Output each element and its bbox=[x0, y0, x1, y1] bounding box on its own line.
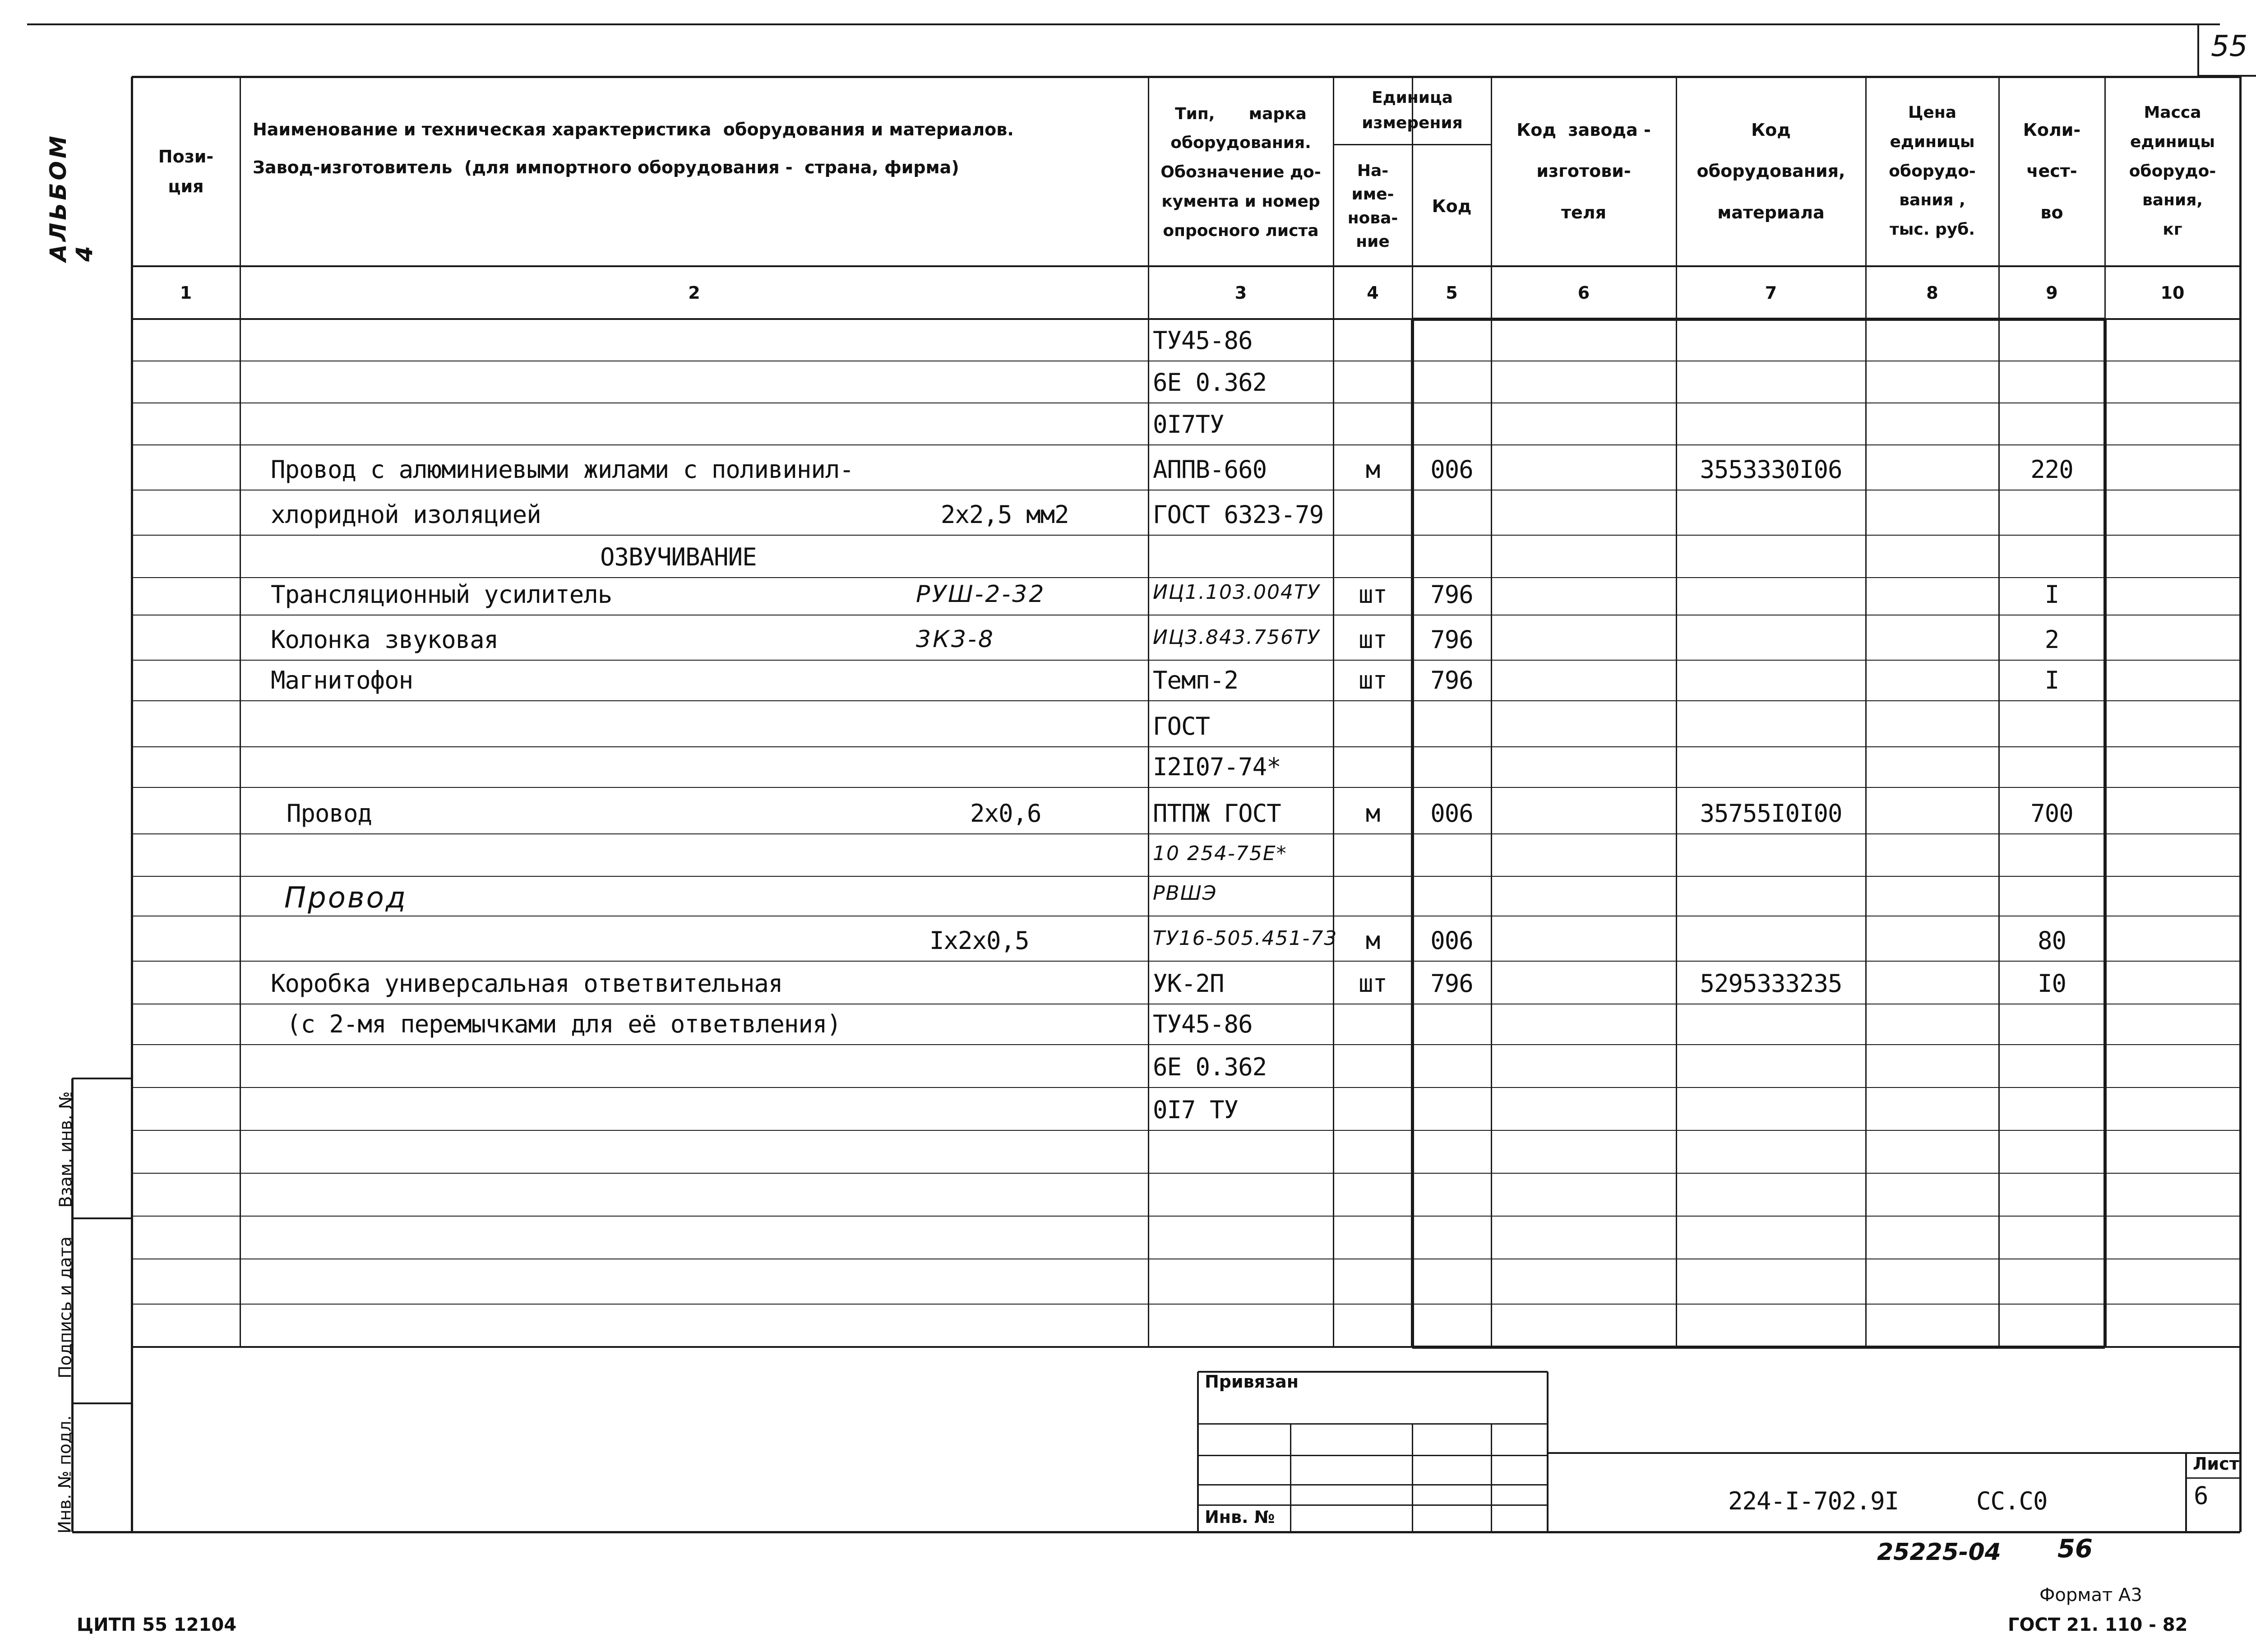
column-number: 3 bbox=[1234, 282, 1247, 303]
side-label-podpis: Подпись и дата bbox=[55, 1236, 75, 1379]
row-name: Магнитофон bbox=[271, 666, 413, 694]
row-qty: 80 bbox=[2037, 926, 2066, 955]
row-unit: м bbox=[1365, 799, 1380, 828]
header-mass: Масса единицы оборудо- вания, кг bbox=[2129, 103, 2216, 239]
row-type: ТУ45-86 bbox=[1153, 1010, 1253, 1038]
column-number: 1 bbox=[180, 282, 192, 303]
stamp-doc-code: 224-I-702.9I bbox=[1728, 1487, 1899, 1515]
row-name: ОЗВУЧИВАНИЕ bbox=[600, 543, 757, 571]
row-material: 5295333235 bbox=[1700, 969, 1842, 998]
side-label-vzam: Взам. инв. № bbox=[55, 1091, 76, 1208]
row-unit: шт bbox=[1358, 666, 1387, 694]
row-spec: РУШ-2-32 bbox=[916, 581, 1046, 608]
column-number: 4 bbox=[1367, 282, 1379, 303]
stamp-doc-suffix: СС.С0 bbox=[1976, 1487, 2048, 1515]
row-type: Темп-2 bbox=[1153, 666, 1239, 694]
row-material: 3553330I06 bbox=[1700, 455, 1842, 484]
stamp-sheet-value: 6 bbox=[2194, 1481, 2208, 1510]
row-qty: I bbox=[2044, 580, 2059, 609]
format-label: Формат А3 bbox=[2039, 1585, 2142, 1606]
row-qty: I0 bbox=[2037, 969, 2066, 998]
row-name: Колонка звуковая bbox=[271, 625, 499, 654]
column-number: 9 bbox=[2046, 282, 2058, 303]
row-code: 796 bbox=[1430, 580, 1473, 609]
row-qty: I bbox=[2044, 666, 2059, 694]
row-name: (с 2-мя перемычками для её ответвления) bbox=[287, 1010, 841, 1038]
column-number: 7 bbox=[1765, 282, 1777, 303]
header-price: Цена единицы оборудо- вания , тыс. руб. bbox=[1889, 103, 1976, 239]
header-quantity: Коли- чест- во bbox=[2023, 120, 2081, 222]
header-unit-code: Код bbox=[1432, 196, 1472, 217]
footer-right: ГОСТ 21. 110 - 82 bbox=[2008, 1615, 2188, 1635]
row-type: ТУ45-86 bbox=[1153, 326, 1253, 355]
handwritten-bottom: 25225-04 bbox=[1877, 1539, 2001, 1566]
row-type: I2I07-74* bbox=[1153, 753, 1281, 781]
side-label-inv-podl: Инв. № подл. bbox=[55, 1415, 75, 1534]
row-name: Коробка универсальная ответвительная bbox=[271, 969, 783, 998]
stamp-sheet-label: Лист bbox=[2193, 1454, 2239, 1474]
row-qty: 2 bbox=[2044, 625, 2059, 654]
row-unit: шт bbox=[1358, 580, 1387, 609]
column-number: 6 bbox=[1577, 282, 1590, 303]
row-type: 6Е 0.362 bbox=[1153, 368, 1267, 397]
row-type: 0I7ТУ bbox=[1153, 410, 1224, 439]
header-unit-group: Единица измерения bbox=[1362, 88, 1463, 132]
header-plant-code: Код завода - изготови- теля bbox=[1516, 120, 1651, 222]
row-spec: 3К3-8 bbox=[916, 626, 995, 653]
row-type: 10 254-75Е* bbox=[1153, 842, 1287, 865]
row-unit: шт bbox=[1358, 969, 1387, 998]
row-type: РВШЭ bbox=[1153, 882, 1217, 905]
row-type: ГОСТ 6323-79 bbox=[1153, 500, 1324, 529]
row-type: ПТПЖ ГОСТ bbox=[1153, 799, 1281, 828]
header-material-code: Код оборудования, материала bbox=[1697, 120, 1845, 222]
row-name: Трансляционный усилитель bbox=[271, 580, 612, 609]
row-spec: Iх2х0,5 bbox=[929, 926, 1029, 955]
stamp-inv-no: Инв. № bbox=[1205, 1507, 1275, 1527]
row-type: ИЦ1.103.004ТУ bbox=[1153, 581, 1320, 604]
row-type: УК-2П bbox=[1153, 969, 1224, 998]
handwritten-num: 56 bbox=[2057, 1534, 2093, 1564]
row-name: хлоридной изоляцией bbox=[271, 500, 541, 529]
row-spec: 2х0,6 bbox=[970, 799, 1041, 828]
row-code: 796 bbox=[1430, 625, 1473, 654]
row-name: Провод bbox=[287, 799, 372, 828]
row-code: 796 bbox=[1430, 666, 1473, 694]
row-type: ТУ16-505.451-73 bbox=[1153, 927, 1338, 950]
page-number: 55 bbox=[2211, 30, 2248, 63]
row-type: ГОСТ bbox=[1153, 712, 1210, 740]
row-unit: м bbox=[1365, 455, 1380, 484]
row-type: АППВ-660 bbox=[1153, 455, 1267, 484]
row-unit: м bbox=[1365, 926, 1380, 955]
row-type: ИЦ3.843.756ТУ bbox=[1153, 626, 1320, 649]
row-type: 0I7 ТУ bbox=[1153, 1096, 1239, 1124]
header-name: Наименование и техническая характеристика оборудования и материалов. Завод-изготовитель (для импортного оборудования - страна, фирма) bbox=[253, 120, 1014, 177]
column-number: 5 bbox=[1446, 282, 1458, 303]
row-code: 006 bbox=[1430, 455, 1473, 484]
row-name: Провод с алюминиевыми жилами с поливинил- bbox=[271, 455, 854, 484]
column-number: 8 bbox=[1926, 282, 1938, 303]
stamp-privyazan: Привязан bbox=[1205, 1372, 1299, 1392]
row-qty: 220 bbox=[2030, 455, 2073, 484]
row-qty: 700 bbox=[2030, 799, 2073, 828]
row-name: Провод bbox=[284, 881, 408, 915]
footer-left: ЦИТП 55 12104 bbox=[77, 1615, 237, 1635]
row-code: 796 bbox=[1430, 969, 1473, 998]
row-code: 006 bbox=[1430, 926, 1473, 955]
header-unit-name: На- име- нова- ние bbox=[1347, 162, 1398, 251]
header-position: Пози- ция bbox=[158, 146, 214, 196]
header-type: Тип, марка оборудования. Обозначение до- кумента и номер опросного листа bbox=[1160, 104, 1321, 240]
column-number: 10 bbox=[2160, 282, 2185, 303]
row-spec: 2х2,5 мм2 bbox=[941, 500, 1069, 529]
row-code: 006 bbox=[1430, 799, 1473, 828]
row-material: 35755I0I00 bbox=[1700, 799, 1842, 828]
row-type: 6Е 0.362 bbox=[1153, 1053, 1267, 1081]
row-unit: шт bbox=[1358, 625, 1387, 654]
album-label: АЛЬБОМ 4 bbox=[45, 133, 97, 262]
column-number: 2 bbox=[688, 282, 700, 303]
